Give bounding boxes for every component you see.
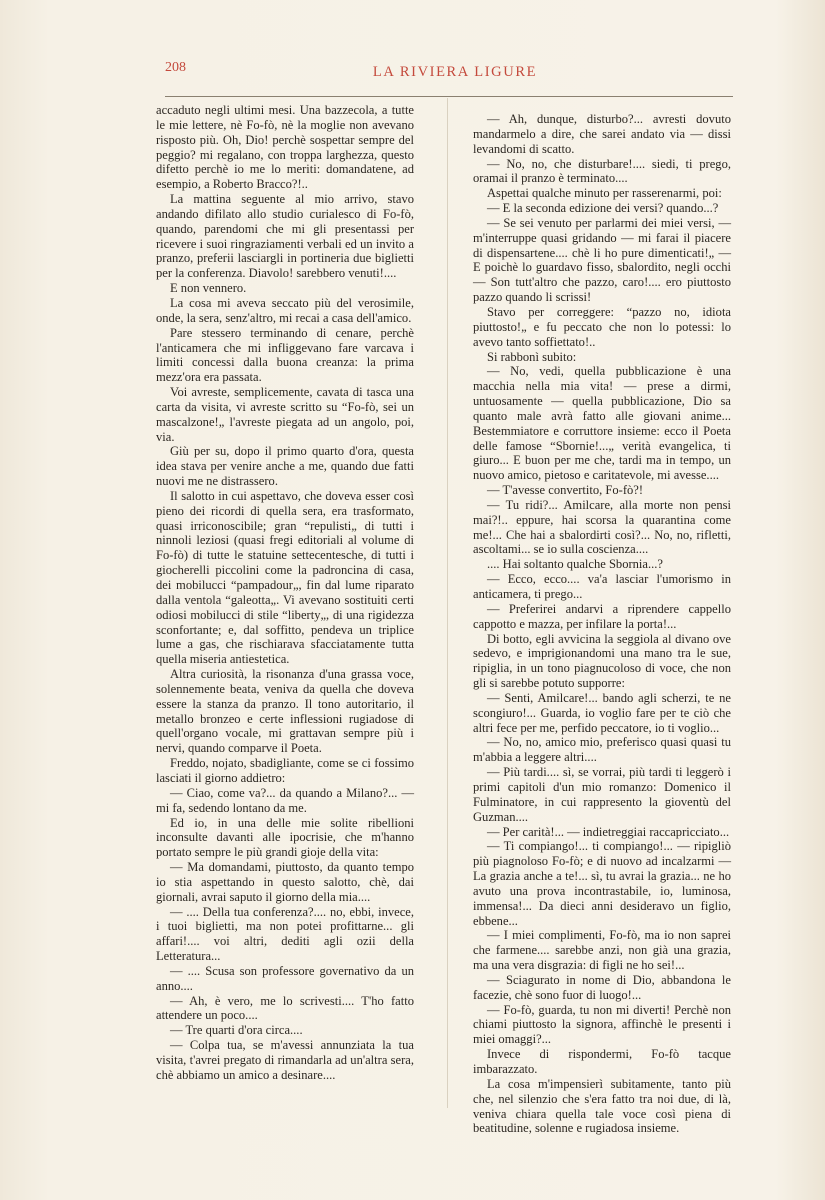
paragraph: Di botto, egli avvicina la seggiola al divano ove sedevo, e imprigionandomi una mano tra le sue, ripiglia, in un tono piagnucoloso di voce, che non gli si sarebbe potuto supporre: — [473, 631, 731, 691]
paragraph: La mattina seguente al mio arrivo, stavo andando difilato allo studio curialesco di Fo-fò, quando, parendomi che mi gli presentassi per ricevere i suoi ringraziamenti verbali ed un invito a pranzo, preferii lasciargli in portineria due biglietti per la conferenza. Diavolo! sarebbero venuti!.... — [156, 192, 414, 281]
paragraph: — Ah, dunque, disturbo?... avresti dovuto mandarmelo a dire, che sarei andato via — dissi levandomi di scatto. — [473, 112, 731, 156]
paragraph: Invece di rispondermi, Fo-fò tacque imbarazzato. — [473, 1047, 731, 1076]
paragraph: — E la seconda edizione dei versi? quando...? — [487, 201, 719, 216]
page-number: 208 — [165, 60, 186, 75]
running-head — [165, 60, 745, 86]
paragraph: — Tu ridi?... Amilcare, alla morte non pensi mai?!.. eppure, hai scorsa la quarantina come me!... Che hai a sbalordirti così?... No, no, rifletti, ascoltami... se io sulla coscienza.... — [473, 497, 731, 557]
paragraph: .... Hai soltanto qualche Sbornia...? — [487, 557, 663, 572]
paragraph: — .... Scusa son professore governativo da un anno.... — [156, 963, 414, 993]
paragraph: — Tre quarti d'ora circa.... — [170, 1023, 303, 1038]
paragraph: Il salotto in cui aspettavo, che doveva esser così pieno dei ricordi di quella sera, era trasformato, quasi irriconoscibile; gran “repulisti„ di tutti i ninnoli leziosi (quasi fregi editoriali al volume di Fo-fò) di tutte le statuine settecentesche, di tutti i giocherelli piccolini come la padroncina di casa, dei mobilucci “pampadour„, fin dal lume riparato dalla ventola “galeotta„. Vi avevano sostituiti certi odiosi mobilucci di stile “liberty„, di una rigidezza sconfortante; e, dal soffitto, pendeva un triplice lume a gas, che rischiarava sfacciatamente tutta quella miseria antiestetica. — [156, 488, 414, 667]
journal-title: LA RIVIERA LIGURE — [372, 64, 538, 80]
paragraph: Si rabbonì subito: — [487, 349, 577, 364]
paragraph: La cosa m'impensierì subitamente, tanto più che, nel silenzio che s'era fatto tra noi due, di là, veniva chiara quella tale voce così piena di beatitudine, solenne e rugiadosa insieme. — [473, 1076, 731, 1136]
paragraph: Pare stessero terminando di cenare, perchè l'anticamera che mi infliggevano fare varcava i limiti concessi dalla buona creanza: la prima mezz'ora era passata. — [156, 325, 414, 385]
paragraph: — No, no, amico mio, preferisco quasi quasi tu m'abbia a leggere altri.... — [473, 735, 731, 765]
paragraph: Stavo per correggere: “pazzo no, idiota piuttosto!„ e fu peccato che non lo potessi: lo avevo tanto soffiettato!.. — [473, 304, 731, 349]
paragraph: — Sciagurato in nome di Dio, abbandona le facezie, chè sono fuor di luogo!... — [473, 972, 731, 1002]
right-text-column — [473, 112, 731, 1136]
paragraph: — Fo-fò, guarda, tu non mi diverti! Perchè non chiami piuttosto la signora, affinchè le presenti i miei omaggi?... — [473, 1002, 731, 1047]
paragraph: — Ah, è vero, me lo scrivesti.... T'ho fatto attendere un poco.... — [156, 993, 414, 1023]
paragraph: Aspettai qualche minuto per rasserenarmi, poi: — [487, 186, 722, 201]
paragraph: — No, vedi, quella pubblicazione è una macchia nella mia vita! — prese a dirmi, untuosamente — quella pubblicazione, Dio sa quanto male avrà fatto alle giovani anime... Bestemmiatore e corruttore insieme: ecco il Poeta delle famose “Sbornie!...„ verità evangelica, ti giuro... E buon per me che, tardi ma in tempo, un nuovo amico, pietoso e caritatevole, mi avesse.... — [473, 364, 731, 483]
paragraph: — Se sei venuto per parlarmi dei miei versi, — m'interruppe quasi gridando — mi farai il piacere di dispensartene.... chè li ho pure dimenticati!„ — E poichè lo guardavo fisso, sbalordito, negli occhi — Son tutt'altro che pazzo, caro!.... ero piuttosto pazzo quando li scrissi! — [473, 215, 731, 305]
paragraph: — Per carità!... — indietreggiai raccapricciato... — [487, 824, 730, 839]
paragraph: — Più tardi.... sì, se vorrai, più tardi ti leggerò i primi capitoli d'un mio romanzo: Domenico il Fulminatore, in cui rappresento la gioventù del Guzman.... — [473, 765, 731, 824]
paragraph: — Preferirei andarvi a riprendere cappello cappotto e mazza, per infilare la porta!... — [473, 601, 731, 631]
paragraph: — Ecco, ecco.... va'a lasciar l'umorismo in anticamera, ti prego... — [473, 572, 731, 601]
left-text-column — [156, 103, 414, 1105]
paragraph: — Ma domandami, piuttosto, da quanto tempo io stia aspettando in questo salotto, chè, dai giornali, avrai saputo il giorno della mia.... — [156, 860, 414, 904]
paragraph: Giù per su, dopo il primo quarto d'ora, questa idea stava per venire anche a me, quando due fatti nuovi me ne distrassero. — [156, 444, 414, 489]
paragraph: — Colpa tua, se m'avessi annunziata la tua visita, t'avrei pregato di rimandarla ad un'altra sera, chè abbiamo un amico a desinare.... — [156, 1038, 414, 1082]
paragraph: Altra curiosità, la risonanza d'una grassa voce, solennemente beata, veniva da quella che doveva essere la stanza da pranzo. Il tono autoritario, il metallo bronzeo e certe inflessioni rugiadose di quell'organo vocale, mi grattavan sempre più i nervi, quando comparve il Poeta. — [156, 667, 414, 756]
paragraph: — T'avesse convertito, Fo-fò?! — [487, 483, 644, 498]
paragraph: — I miei complimenti, Fo-fò, ma io non saprei che farmene.... sarebbe anzi, non già una grazia, ma una vera disgrazia: di figli ne ho sei!... — [473, 928, 731, 973]
paragraph: E non vennero. — [170, 281, 247, 296]
paragraph: Freddo, nojato, sbadigliante, come se ci fossimo lasciati il giorno addietro: — [156, 756, 414, 785]
paragraph: — Ti compiango!... ti compiango!... — ripigliò più piagnoloso Fo-fò; e di nuovo ad incalzarmi — La grazia anche a te!... sì, tu avrai la grazia... ne ho avuto una prova incontrastabile, io, luminosa, immensa!... Da dieci anni desideravo un figlio, ebbene... — [473, 839, 731, 928]
header-rule — [165, 96, 733, 97]
paragraph: — No, no, che disturbare!.... siedi, ti prego, oramai il pranzo è terminato.... — [473, 156, 731, 186]
paragraph: — .... Della tua conferenza?.... no, ebbi, invece, i tuoi biglietti, ma non potei profittarne... gli affari!.... voi altri, dediti agli ozii della Letteratura... — [156, 904, 414, 964]
paragraph: Ed io, in una delle mie solite ribellioni inconsulte davanti alle ipocrisie, che m'hanno portato sempre le più grandi gioje della vita: — [156, 815, 414, 860]
column-divider — [447, 98, 448, 1108]
paragraph: La cosa mi aveva seccato più del verosimile, onde, la sera, senz'altro, mi recai a casa dell'amico. — [156, 295, 414, 325]
paragraph: accaduto negli ultimi mesi. Una bazzecola, a tutte le mie lettere, nè Fo-fò, nè la moglie non avevano risposto più. Oh, Dio! perchè sospettar sempre del peggio? mi regalano, con troppa larghezza, questo difetto perchè io me lo meriti: domandatene, ad esempio, a Roberto Bracco?!.. — [156, 103, 414, 192]
paragraph: — Senti, Amilcare!... bando agli scherzi, te ne scongiuro!... Guarda, io voglio fare per te ciò che altri fece per me, perfido peccatore, io ti voglio... — [473, 690, 731, 735]
paragraph: Voi avreste, semplicemente, cavata di tasca una carta da visita, vi avreste scritto su “Fo-fò, sei un mascalzone!„ l'avreste piegata ad un angolo, poi, via. — [156, 385, 414, 444]
paragraph: — Ciao, come va?... da quando a Milano?... — mi fa, sedendo lontano da me. — [156, 785, 414, 815]
